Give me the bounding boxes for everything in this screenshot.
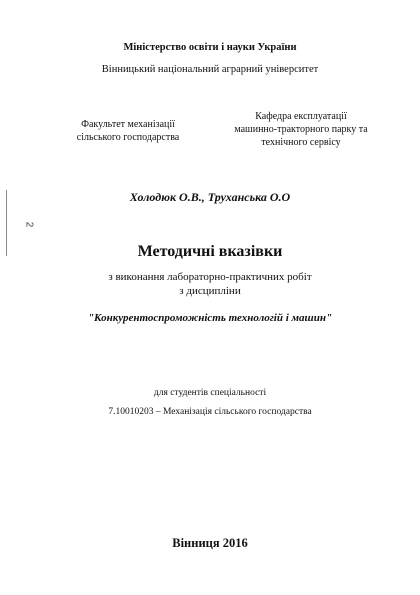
purpose-line: з виконання лабораторно-практичних робіт (108, 271, 312, 283)
audience-block (0, 384, 420, 422)
department-block (212, 110, 390, 149)
faculty-block (58, 118, 198, 144)
authors: Холодюк О.В., Труханська О.О (129, 190, 291, 204)
course-name: "Конкурентоспроможність технологій і машин" (87, 312, 333, 324)
university-name: Вінницький національний аграрний університет (101, 64, 319, 75)
audience-line: для студентів спеціальності (153, 388, 267, 398)
department-line: машинно-тракторного парку та (234, 124, 368, 135)
margin-number: 2 (23, 221, 35, 228)
faculty-line: сільського господарства (76, 132, 180, 143)
faculty-line: Факультет механізації (81, 119, 175, 130)
purpose-line: з дисципліни (179, 285, 241, 297)
city-year: Вінниця 2016 (172, 536, 248, 550)
specialty-line: 7.10010203 – Механізація сільського господарства (108, 407, 312, 417)
department-line: технічного сервісу (261, 137, 341, 148)
department-line: Кафедра експлуатації (255, 111, 347, 122)
ministry-name: Міністерство освіти і науки України (123, 42, 297, 53)
purpose-block (0, 270, 420, 298)
document-title: Методичні вказівки (137, 243, 283, 260)
